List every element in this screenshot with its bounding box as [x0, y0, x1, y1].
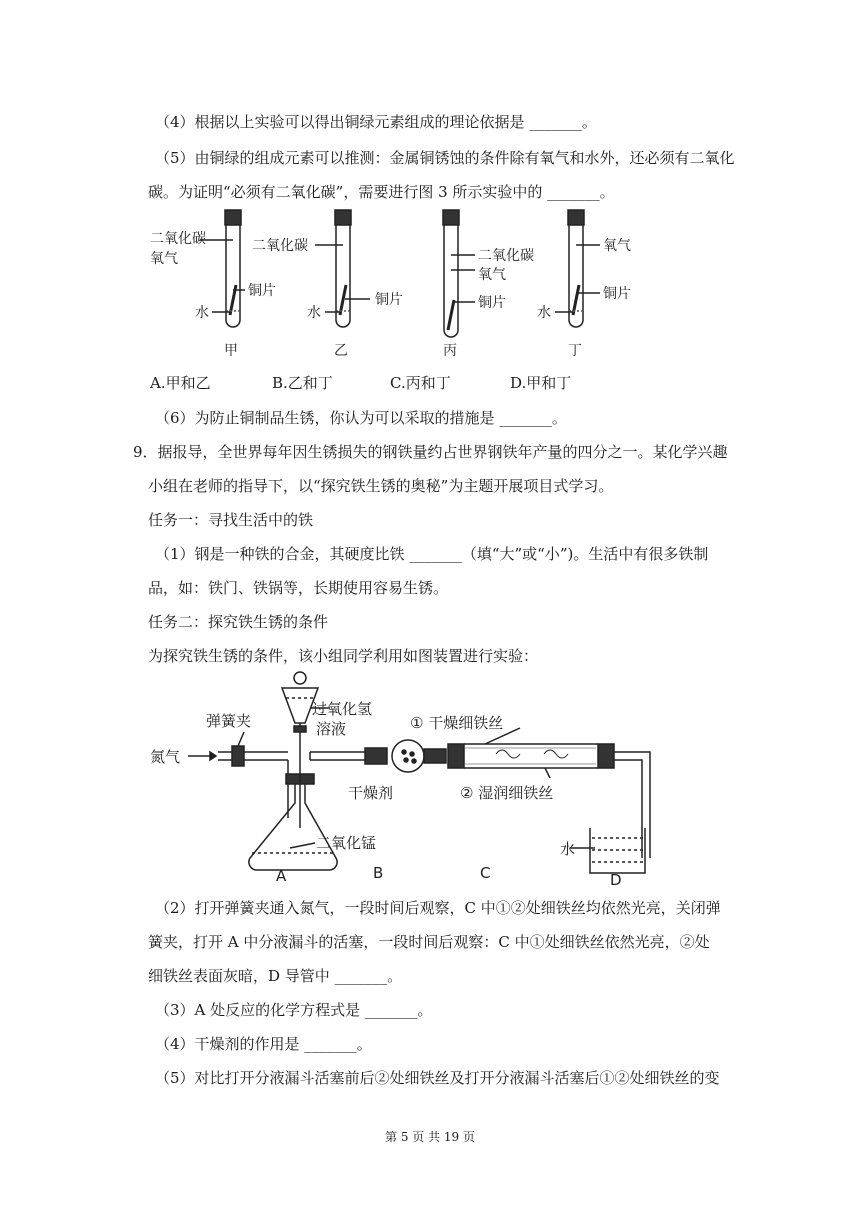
tube-ding	[555, 210, 600, 327]
bing-label: 丙	[443, 343, 457, 359]
option-c: C.丙和丁	[390, 374, 451, 392]
q8-part5-line1: （5）由铜绿的组成元素可以推测：金属铜锈蚀的条件除有氧气和水外，还必须有二氧化	[155, 149, 735, 167]
q8-part6: （6）为防止铜制品生锈，你认为可以采取的措施是 _______。	[155, 409, 567, 427]
label-spring-clip: 弹簧夹	[206, 712, 252, 730]
label-h2o2-2: 溶液	[316, 720, 347, 738]
task2-heading: 任务二：探究铁生锈的条件	[148, 613, 329, 631]
bing-metal: 铜片	[478, 295, 506, 311]
label-C: C	[480, 864, 491, 882]
q9-part2-line2: 簧夹，打开 A 中分液漏斗的活塞，一段时间后观察：C 中①处细铁丝依然光亮，②处	[148, 933, 710, 951]
figure-test-tubes	[140, 205, 660, 365]
ding-gas1: 氧气	[603, 238, 631, 254]
jia-gas2: 氧气	[150, 251, 178, 267]
yi-gas1: 二氧化碳	[252, 238, 308, 254]
bing-gas1: 二氧化碳	[478, 248, 534, 264]
label-A: A	[276, 867, 287, 885]
label-desiccant: 干燥剂	[348, 784, 394, 802]
label-mno2: 二氧化锰	[316, 834, 377, 852]
yi-metal: 铜片	[375, 292, 403, 308]
page-footer: 第 5 页 共 19 页	[385, 1130, 475, 1144]
option-b: B.乙和丁	[272, 374, 333, 392]
q9-part2-line3: 细铁丝表面灰暗，D 导管中 _______。	[148, 967, 403, 985]
tube-bing	[443, 210, 475, 337]
q9-intro-line1: 9．据报导，全世界每年因生锈损失的钢铁量约占世界钢铁年产量的四分之一。某化学兴趣	[133, 443, 728, 461]
q8-part5-line2: 碳。为证明“必须有二氧化碳”，需要进行图 3 所示实验中的 _______。	[148, 183, 615, 201]
task1-heading: 任务一：寻找生活中的铁	[148, 511, 314, 529]
label-dry-wire: ① 干燥细铁丝	[410, 714, 504, 732]
jia-label: 甲	[224, 343, 238, 359]
q9-part5: （5）对比打开分液漏斗活塞前后②处细铁丝及打开分液漏斗活塞后①②处细铁丝的变	[155, 1069, 720, 1087]
option-d: D.甲和丁	[510, 374, 572, 392]
q9-part1-line2: 品，如：铁门、铁锅等，长期使用容易生锈。	[148, 579, 449, 597]
q9-part2-line1: （2）打开弹簧夹通入氮气，一段时间后观察，C 中①②处细铁丝均依然光亮，关闭弹	[155, 899, 721, 917]
label-B: B	[373, 864, 384, 882]
ding-label: 丁	[568, 343, 582, 359]
label-nitrogen: 氮气	[150, 748, 181, 766]
q9-part3: （3）A 处反应的化学方程式是 _______。	[155, 1001, 433, 1019]
jia-metal: 铜片	[248, 283, 276, 299]
bing-gas2: 氧气	[478, 267, 506, 283]
q8-part4: （4）根据以上实验可以得出铜绿元素组成的理论依据是 _______。	[155, 113, 597, 131]
jia-gas1: 二氧化碳	[150, 231, 206, 247]
yi-water: 水	[307, 305, 321, 321]
label-h2o2-1: 过氧化氢	[312, 700, 373, 718]
label-D: D	[610, 871, 622, 889]
q9-part4: （4）干燥剂的作用是 _______。	[155, 1035, 372, 1053]
q9-part1-line1: （1）钢是一种铁的合金，其硬度比铁 _______（填“大”或“小”)。生活中有很多铁制	[155, 545, 709, 563]
jia-water: 水	[195, 305, 209, 321]
ding-metal: 铜片	[603, 286, 631, 302]
label-water: 水	[560, 840, 576, 858]
ding-water: 水	[537, 305, 551, 321]
tube-yi	[315, 210, 370, 327]
q9-intro-line2: 小组在老师的指导下，以“探究铁生锈的奥秘”为主题开展项目式学习。	[148, 477, 614, 495]
setup-text: 为探究铁生锈的条件，该小组同学利用如图装置进行实验：	[148, 647, 539, 665]
option-a: A.甲和乙	[150, 374, 211, 392]
label-wet-wire: ② 湿润细铁丝	[460, 784, 554, 802]
figure-apparatus	[140, 668, 660, 890]
yi-label: 乙	[334, 343, 348, 359]
